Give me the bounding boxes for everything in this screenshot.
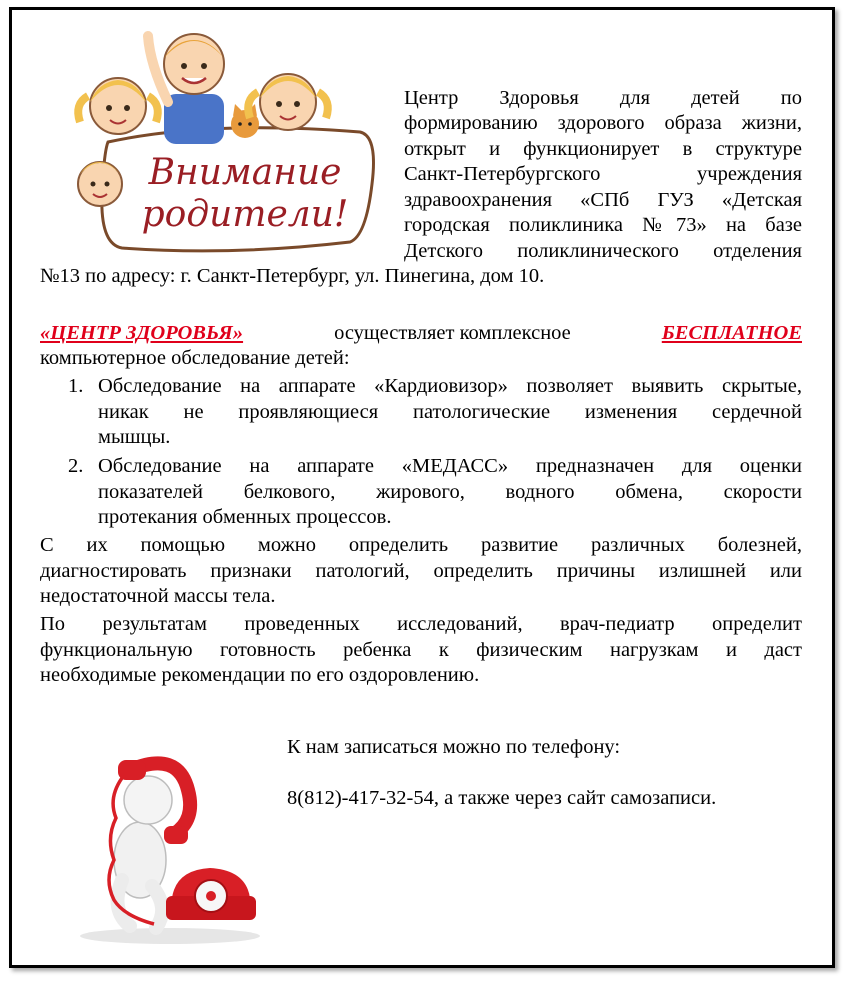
list-item-2-line-3: протекания обменных процессов. bbox=[98, 506, 392, 528]
para2-line-1: По результатам проведенных исследований, врач-педиатр определит bbox=[40, 613, 802, 635]
list-item-1-line-2: никак не проявляющиеся патологические изменения сердечной bbox=[98, 401, 802, 423]
para1-line-3: недостаточной массы тела. bbox=[40, 585, 276, 607]
para1-line-2: диагностировать признаки патологий, определить причины излишней или bbox=[40, 560, 802, 582]
intro-line-5: здравоохранения «СПб ГУЗ «Детская bbox=[404, 189, 802, 211]
list-item-2-line-1: Обследование на аппарате «МЕДАСС» предназначен для оценки bbox=[98, 455, 802, 477]
contact-line-1: К нам записаться можно по телефону: bbox=[287, 736, 621, 758]
intro-line-6: городская поликлиника №73» на базе bbox=[404, 214, 802, 236]
phone-figure-illustration bbox=[60, 730, 280, 950]
intro-line-1: Центр Здоровья для детей по bbox=[404, 87, 802, 109]
list-item-1-number: 1. bbox=[68, 375, 84, 397]
list-item-2-number: 2. bbox=[68, 455, 84, 477]
free-label: БЕСПЛАТНОЕ bbox=[661, 322, 802, 344]
center-name: «ЦЕНТР ЗДОРОВЬЯ» bbox=[40, 322, 244, 344]
intro-line-3: открыт и функционирует в структуре bbox=[404, 138, 802, 160]
para2-line-3: необходимые рекомендации по его оздоровлению. bbox=[40, 664, 480, 686]
services-line-2: компьютерное обследование детей: bbox=[40, 347, 350, 369]
intro-line-7: Детского поликлинического отделения bbox=[404, 240, 802, 262]
services-line-1 bbox=[40, 321, 802, 347]
para2-line-2: функциональную готовность ребенка к физическим нагрузкам и даст bbox=[40, 639, 802, 661]
intro-line-2: формированию здорового образа жизни, bbox=[404, 112, 802, 134]
contact-phone-line: 8(812)-417-32-54, а также через сайт самозаписи. bbox=[287, 787, 717, 809]
intro-address: №13 по адресу: г. Санкт-Петербург, ул. Пинегина, дом 10. bbox=[40, 265, 545, 287]
intro-line-4: Санкт-Петербургского учреждения bbox=[404, 163, 802, 185]
para1-line-1: С их помощью можно определить развитие различных болезней, bbox=[40, 534, 802, 556]
sign-line-1: Внимание bbox=[148, 152, 342, 193]
attention-parents-illustration bbox=[60, 24, 380, 254]
services-verb: осуществляет комплексное bbox=[334, 322, 571, 344]
list-item-1-line-1: Обследование на аппарате «Кардиовизор» позволяет выявить скрытые, bbox=[98, 375, 802, 397]
sign-line-2: родители! bbox=[141, 194, 349, 235]
list-item-2-line-2: показателей белкового, жирового, водного обмена, скорости bbox=[98, 481, 802, 503]
list-item-1-line-3: мышцы. bbox=[98, 426, 171, 448]
